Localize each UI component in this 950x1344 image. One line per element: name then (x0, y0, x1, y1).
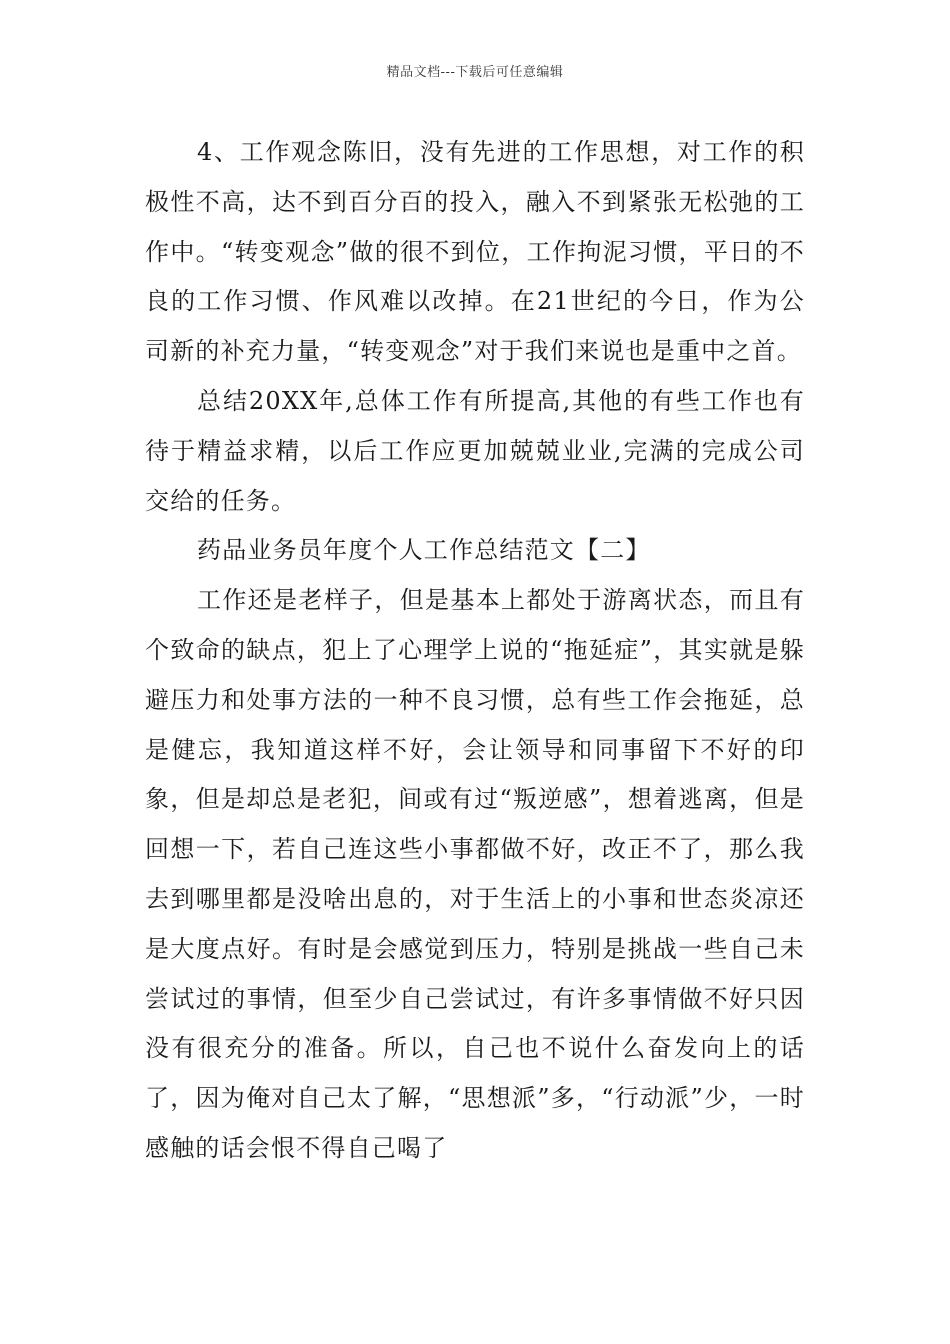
paragraph-summary: 总结20XX年,总体工作有所提高,其他的有些工作也有待于精益求精，以后工作应更加兢兢业业,完满的完成公司交给的任务。 (145, 386, 805, 515)
paragraph-work-status: 工作还是老样子，但是基本上都处于游离状态，而且有个致命的缺点，犯上了心理学上说的“拖延症”，其实就是躲避压力和处事方法的一种不良习惯，总有些工作会拖延，总是健忘，我知道这样不好，会让领导和同事留下不好的印象，但是却总是老犯，间或有过“叛逆感”，想着逃离，但是回想一下，若自己连这些小事都做不好，改正不了，那么我去到哪里都是没啥出息的，对于生活上的小事和世态炎凉还是大度点好。有时是会感觉到压力，特别是挑战一些自己未尝试过的事情，但至少自己尝试过，有许多事情做不好只因没有很充分的准备。所以，自己也不说什么奋发向上的话了，因为俺对自己太了解，“思想派”多，“行动派”少，一时感触的话会恨不得自己喝了 (145, 586, 805, 1162)
paragraph-work-concept: 4、工作观念陈旧，没有先进的工作思想，对工作的积极性不高，达不到百分百的投入，融入不到紧张无松弛的工作中。“转变观念”做的很不到位，工作拘泥习惯，平日的不良的工作习惯、作风难以改掉。在21世纪的今日，作为公司新的补充力量，“转变观念”对于我们来说也是重中之首。 (145, 138, 805, 366)
document-body (145, 128, 805, 1174)
section-heading: 药品业务员年度个人工作总结范文【二】 (197, 536, 651, 565)
page-header: 精品文档---下载后可任意编辑 (386, 65, 564, 80)
